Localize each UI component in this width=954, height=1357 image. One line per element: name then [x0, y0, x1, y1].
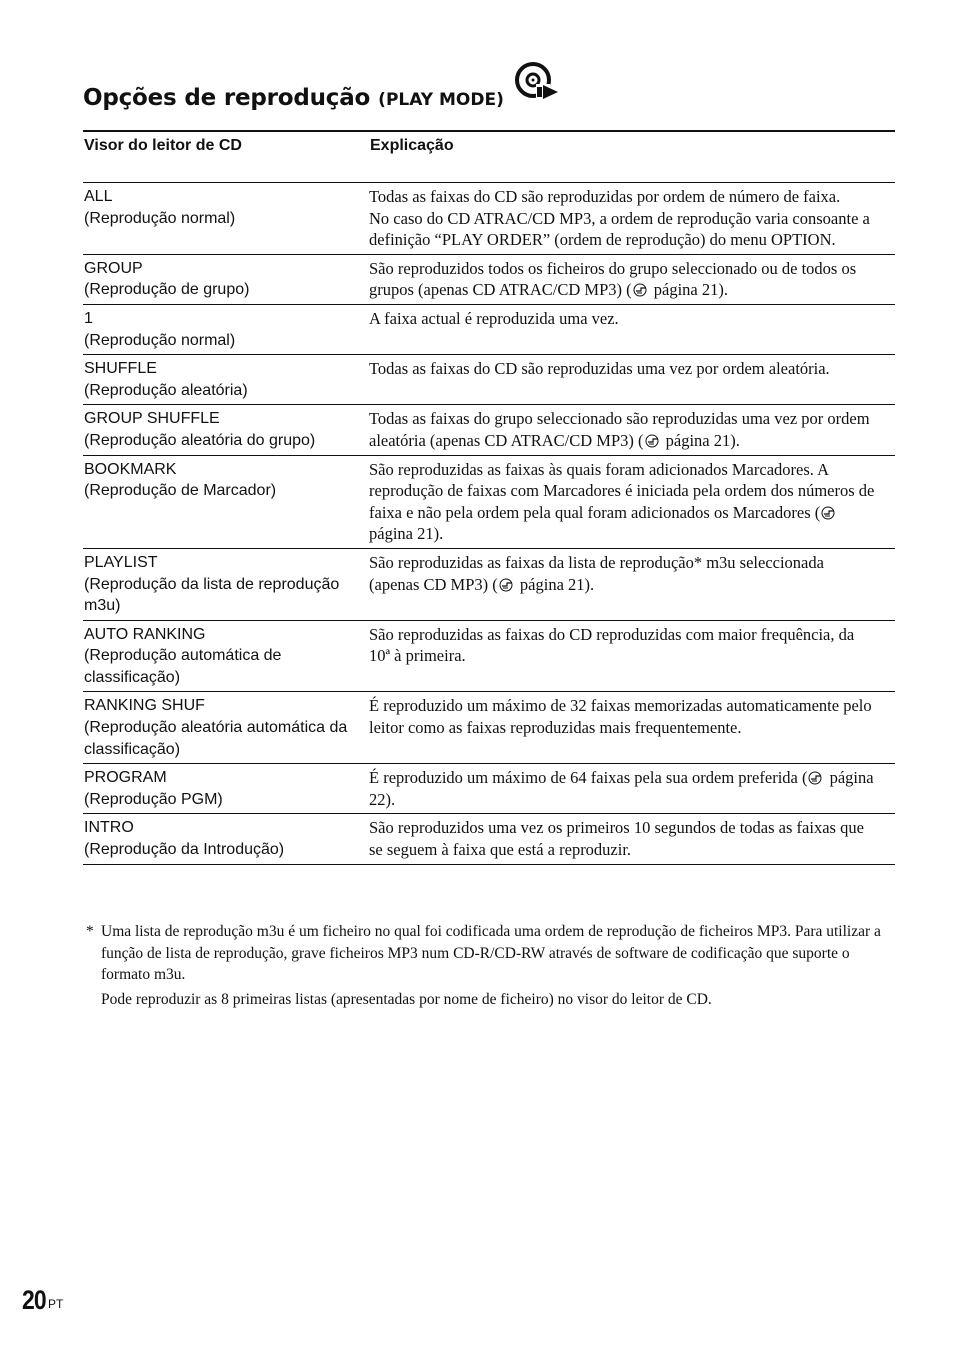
explanation-cell	[369, 548, 895, 620]
mode-code: BOOKMARK	[84, 460, 177, 478]
explanation-cell	[369, 254, 895, 304]
table-row	[83, 692, 895, 764]
explanation-cell	[369, 620, 895, 692]
mode-desc: (Reprodução automática de classificação)	[84, 647, 282, 686]
explanation-cell	[369, 814, 895, 864]
display-cell	[83, 304, 369, 354]
mode-code: PLAYLIST	[84, 553, 158, 571]
explanation-text: página 21).	[515, 574, 595, 594]
page-number-value: 20	[22, 1285, 46, 1315]
page-reference-icon	[644, 434, 662, 448]
explanation-cell	[369, 405, 895, 455]
display-cell	[83, 548, 369, 620]
display-cell	[83, 183, 369, 255]
header-explanation: Explicação	[369, 131, 895, 183]
explanation-cell	[369, 692, 895, 764]
explanation-text: São reproduzidos uma vez os primeiros 10 segundos de todas as faixas que se seguem à faixa que está a reproduzir.	[369, 818, 864, 860]
explanation-text: Todas as faixas do CD são reproduzidas por ordem de número de faixa.	[369, 187, 841, 206]
table-row	[83, 355, 895, 405]
mode-desc: (Reprodução normal)	[84, 209, 236, 227]
table-row	[83, 620, 895, 692]
play-mode-table	[83, 130, 895, 865]
mode-desc: (Reprodução aleatória)	[84, 381, 248, 399]
explanation-cell	[369, 183, 895, 255]
mode-desc: (Reprodução de grupo)	[84, 281, 250, 299]
table-row	[83, 548, 895, 620]
explanation-text: No caso do CD ATRAC/CD MP3, a ordem de reprodução varia consoante a definição “PLAY ORDER” (ordem de reprodução) do menu OPTION.	[369, 208, 870, 250]
explanation-text: São reproduzidos todos os ficheiros do grupo seleccionado ou de todos os grupos (apenas CD ATRAC/CD MP3) (	[369, 258, 857, 300]
mode-desc: (Reprodução de Marcador)	[84, 482, 277, 500]
explanation-text: página 21).	[661, 430, 740, 450]
disc-play-mode-icon	[512, 60, 562, 109]
explanation-text: São reproduzidas as faixas às quais foram adicionados Marcadores. A reprodução de faixas com Marcadores é iniciada pela ordem dos números de faixa e não pela ordem pela qual foram adicionados os Marcadores (	[369, 459, 875, 522]
explanation-text: Todas as faixas do CD são reproduzidas uma vez por ordem aleatória.	[369, 359, 830, 379]
mode-desc: (Reprodução da lista de reprodução m3u)	[84, 575, 340, 615]
mode-code: 1	[84, 309, 93, 327]
mode-code: GROUP SHUFFLE	[84, 410, 220, 428]
display-cell	[83, 692, 369, 764]
explanation-text: Todas as faixas do grupo seleccionado são reproduzidas uma vez por ordem aleatória (apenas CD ATRAC/CD MP3) (	[369, 409, 870, 450]
explanation-cell	[369, 355, 895, 405]
mode-code: INTRO	[84, 819, 134, 837]
mode-code: GROUP	[84, 259, 143, 277]
page-reference-icon	[632, 283, 650, 297]
footnote	[86, 921, 898, 1010]
display-cell	[83, 455, 369, 548]
page-reference-icon	[820, 506, 838, 520]
explanation-text: A faixa actual é reproduzida uma vez.	[369, 308, 619, 328]
display-cell	[83, 620, 369, 692]
mode-desc: (Reprodução da Introdução)	[84, 841, 285, 859]
section-heading	[83, 60, 883, 111]
table-row	[83, 254, 895, 304]
page-language: PT	[48, 1297, 64, 1311]
explanation-text: São reproduzidas as faixas da lista de reprodução* m3u seleccionada (apenas CD MP3) (	[369, 552, 824, 594]
explanation-cell	[369, 764, 895, 814]
mode-desc: (Reprodução PGM)	[84, 790, 223, 808]
header-display: Visor do leitor de CD	[83, 131, 369, 183]
mode-desc: (Reprodução normal)	[84, 331, 236, 349]
mode-code: RANKING SHUF	[84, 697, 205, 715]
section-title: Opções de reprodução	[83, 85, 371, 111]
explanation-cell	[369, 455, 895, 548]
table-row	[83, 814, 895, 864]
mode-code: AUTO RANKING	[84, 625, 206, 643]
display-cell	[83, 764, 369, 814]
explanation-cell	[369, 304, 895, 354]
table-row	[83, 764, 895, 814]
display-cell	[83, 355, 369, 405]
mode-code: PROGRAM	[84, 769, 167, 787]
section-subtitle: (PLAY MODE)	[378, 90, 504, 110]
display-cell	[83, 254, 369, 304]
table-row	[83, 304, 895, 354]
display-cell	[83, 405, 369, 455]
explanation-text: página 21).	[649, 280, 728, 300]
explanation-text: página 21).	[369, 524, 444, 544]
footnote-text: Pode reproduzir as 8 primeiras listas (apresentadas por nome de ficheiro) no visor do leitor de CD.	[101, 990, 712, 1008]
table-row	[83, 405, 895, 455]
table-header-row	[83, 131, 895, 183]
display-cell	[83, 814, 369, 864]
mode-desc: (Reprodução aleatória do grupo)	[84, 431, 316, 449]
explanation-text: É reproduzido um máximo de 32 faixas memorizadas automaticamente pelo leitor como as faixas reproduzidas mais frequentemente.	[369, 696, 872, 738]
explanation-text: São reproduzidas as faixas do CD reproduzidas com maior frequência, da 10ª à primeira.	[369, 624, 855, 666]
explanation-text: página 22).	[369, 768, 874, 809]
page-number	[22, 1285, 63, 1316]
table-row	[83, 455, 895, 548]
table-row	[83, 183, 895, 255]
page-reference-icon	[807, 771, 825, 785]
footnote-marker: *	[86, 923, 94, 940]
footnote-text: Uma lista de reprodução m3u é um ficheiro no qual foi codificada uma ordem de reprodução de ficheiros MP3. Para utilizar a função de lista de reprodução, grave ficheiros MP3 num CD-R/CD-RW através de software de codificação que suporte o formato m3u.	[101, 923, 881, 984]
mode-desc: (Reprodução aleatória automática da classificação)	[84, 719, 348, 758]
mode-code: ALL	[84, 188, 113, 205]
mode-code: SHUFFLE	[84, 360, 157, 378]
explanation-text: É reproduzido um máximo de 64 faixas pela sua ordem preferida (	[369, 768, 808, 788]
page-reference-icon	[498, 578, 516, 592]
